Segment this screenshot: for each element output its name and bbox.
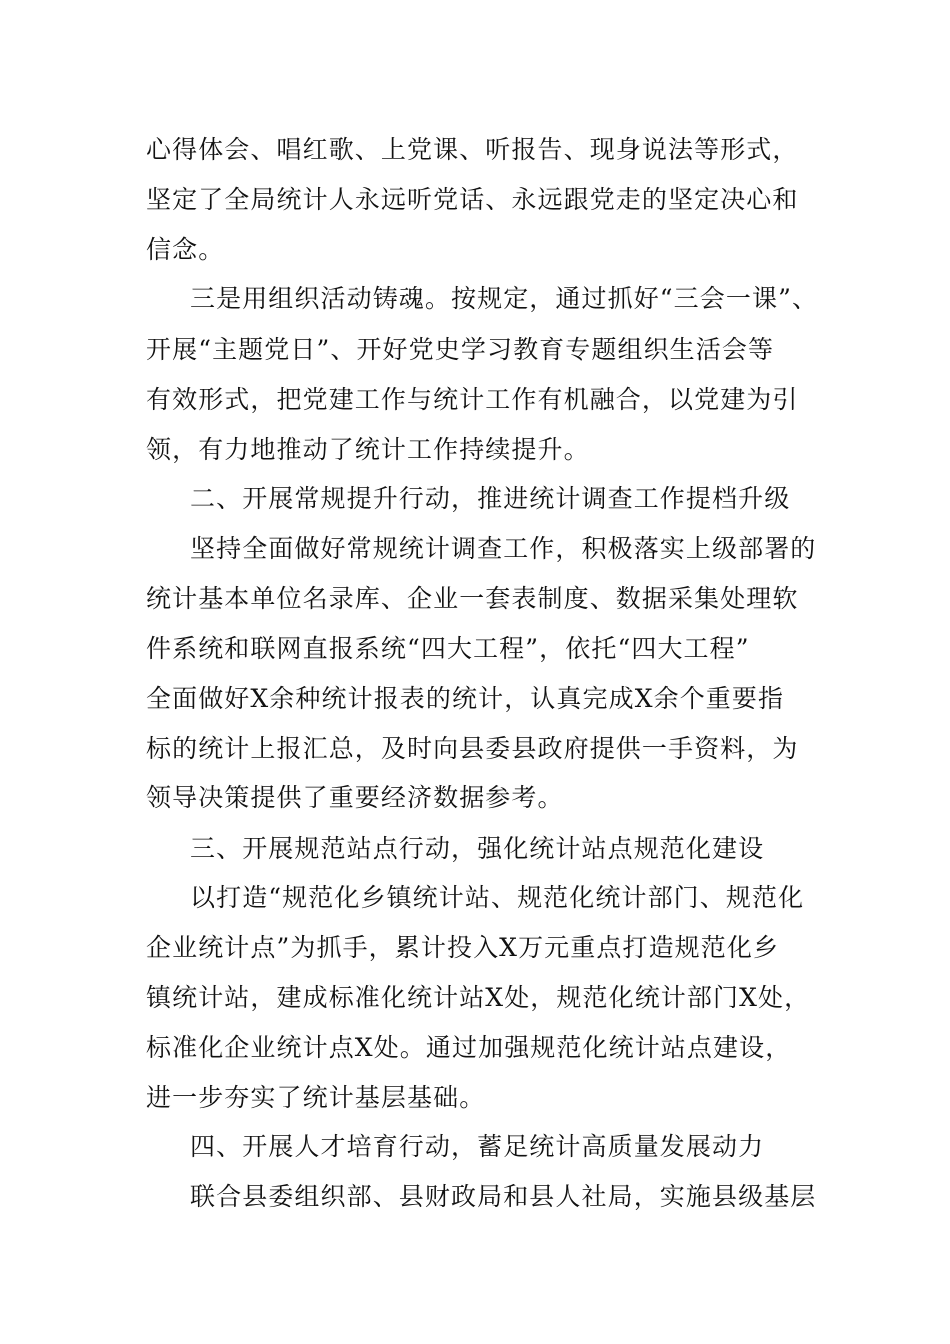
paragraph-line: 坚定了全局统计人永远听党话、永远跟党走的坚定决心和 [146, 185, 799, 214]
paragraph-line: 标准化企业统计点X处。通过加强规范化统计站点建设， [146, 1033, 792, 1062]
paragraph-line: 领，有力地推动了统计工作持续提升。 [146, 435, 590, 464]
paragraph-line: 三是用组织活动铸魂。按规定，通过抓好“三会一课”、 [190, 284, 819, 313]
paragraph-line: 领导决策提供了重要经济数据参考。 [146, 783, 564, 812]
section-heading: 三、开展规范站点行动，强化统计站点规范化建设 [190, 834, 765, 863]
paragraph-line: 镇统计站，建成标准化统计站X处，规范化统计部门X处， [146, 983, 811, 1012]
section-heading: 四、开展人才培育行动，蓄足统计高质量发展动力 [190, 1132, 765, 1161]
paragraph-line: 以打造“规范化乡镇统计站、规范化统计部门、规范化 [190, 883, 805, 912]
paragraph-line: 件系统和联网直报系统“四大工程”，依托“四大工程” [146, 634, 750, 663]
paragraph-line: 联合县委组织部、县财政局和县人社局，实施县级基层 [190, 1182, 817, 1211]
paragraph-line: 开展“主题党日”、开好党史学习教育专题组织生活会等 [146, 335, 775, 364]
paragraph-line: 有效形式，把党建工作与统计工作有机融合，以党建为引 [146, 385, 799, 414]
paragraph-line: 企业统计点”为抓手，累计投入X万元重点打造规范化乡 [146, 933, 780, 962]
paragraph-line: 全面做好X余种统计报表的统计，认真完成X余个重要指 [146, 684, 785, 713]
paragraph-line: 信念。 [146, 235, 225, 264]
section-heading: 二、开展常规提升行动，推进统计调查工作提档升级 [190, 484, 791, 513]
paragraph-line: 统计基本单位名录库、企业一套表制度、数据采集处理软 [146, 584, 799, 613]
paragraph-line: 心得体会、唱红歌、上党课、听报告、现身说法等形式， [146, 135, 799, 164]
paragraph-line: 坚持全面做好常规统计调查工作，积极落实上级部署的 [190, 534, 817, 563]
paragraph-line: 进一步夯实了统计基层基础。 [146, 1083, 486, 1112]
paragraph-line: 标的统计上报汇总，及时向县委县政府提供一手资料，为 [146, 734, 799, 763]
